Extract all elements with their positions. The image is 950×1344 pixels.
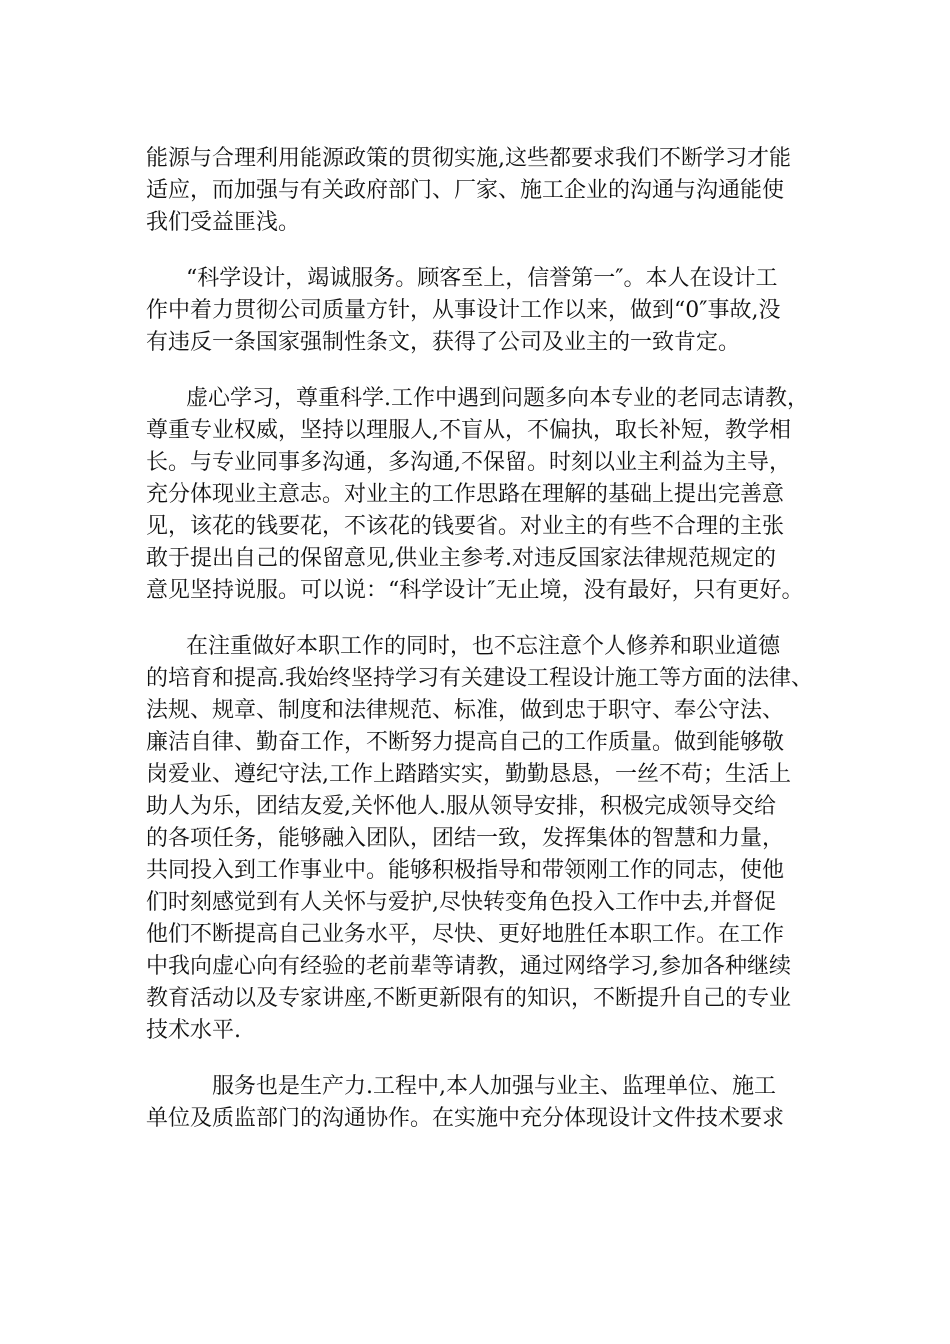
paragraph-line: 廉洁自律、勤奋工作，不断努力提高自己的工作质量。做到能够敬 xyxy=(146,730,785,755)
paragraph-line: 长。与专业同事多沟通，多沟通,不保留。时刻以业主利益为主导， xyxy=(146,450,791,475)
paragraph-line: 在注重做好本职工作的同时，也不忘注意个人修养和职业道德 xyxy=(186,634,781,659)
paragraph-line: 意见坚持说服。可以说：“科学设计″无止境，没有最好，只有更好。 xyxy=(146,578,804,603)
paragraph-5 xyxy=(146,1071,826,1135)
paragraph-line: 充分体现业主意志。对业主的工作思路在理解的基础上提出完善意 xyxy=(146,482,785,507)
paragraph-line: 的培育和提高.我始终坚持学习有关建设工程设计施工等方面的法律、 xyxy=(146,666,813,691)
paragraph-line: 中我向虚心向有经验的老前辈等请教，通过网络学习,参加各种继续 xyxy=(146,954,791,979)
paragraph-line: 们时刻感觉到有人关怀与爱护,尽快转变角色投入工作中去,并督促 xyxy=(146,890,776,915)
paragraph-line: 服务也是生产力.工程中,本人加强与业主、监理单位、施工 xyxy=(212,1074,776,1099)
paragraph-4 xyxy=(146,631,826,1047)
paragraph-line: 有违反一条国家强制性条文，获得了公司及业主的一致肯定。 xyxy=(146,330,741,355)
paragraph-1 xyxy=(146,143,826,239)
paragraph-2 xyxy=(146,263,826,359)
paragraph-line: 我们受益匪浅。 xyxy=(146,210,301,235)
paragraph-line: 虚心学习，尊重科学.工作中遇到问题多向本专业的老同志请教， xyxy=(186,386,809,411)
paragraph-line: 见，该花的钱要花，不该花的钱要省。对业主的有些不合理的主张 xyxy=(146,514,785,539)
paragraph-line: 尊重专业权威，坚持以理服人,不盲从，不偏执，取长补短，教学相 xyxy=(146,418,791,443)
paragraph-line: 适应，而加强与有关政府部门、厂家、施工企业的沟通与沟通能使 xyxy=(146,178,785,203)
paragraph-3 xyxy=(146,383,826,607)
paragraph-line: 的各项任务，能够融入团队，团结一致，发挥集体的智慧和力量， xyxy=(146,826,785,851)
paragraph-line: 技术水平. xyxy=(146,1018,241,1043)
paragraph-line: 能源与合理利用能源政策的贯彻实施,这些都要求我们不断学习才能 xyxy=(146,146,791,171)
paragraph-line: 作中着力贯彻公司质量方针，从事设计工作以来，做到“0″事故,没 xyxy=(146,298,781,323)
paragraph-line: 他们不断提高自己业务水平，尽快、更好地胜任本职工作。在工作 xyxy=(146,922,785,947)
document-body xyxy=(146,143,826,1159)
paragraph-line: “科学设计，竭诚服务。顾客至上，信誉第一″。本人在设计工 xyxy=(186,266,778,291)
paragraph-line: 共同投入到工作事业中。能够积极指导和带领刚工作的同志，使他 xyxy=(146,858,785,883)
paragraph-line: 单位及质监部门的沟通协作。在实施中充分体现设计文件技术要求 xyxy=(146,1106,785,1131)
paragraph-line: 教育活动以及专家讲座,不断更新限有的知识，不断提升自己的专业 xyxy=(146,986,791,1011)
paragraph-line: 法规、规章、制度和法律规范、标准，做到忠于职守、奉公守法、 xyxy=(146,698,785,723)
paragraph-line: 敢于提出自己的保留意见,供业主参考.对违反国家法律规范规定的 xyxy=(146,546,776,571)
paragraph-line: 岗爱业、遵纪守法,工作上踏踏实实，勤勤恳恳，一丝不苟；生活上 xyxy=(146,762,791,787)
paragraph-line: 助人为乐，团结友爱,关怀他人.服从领导安排，积极完成领导交给 xyxy=(146,794,776,819)
